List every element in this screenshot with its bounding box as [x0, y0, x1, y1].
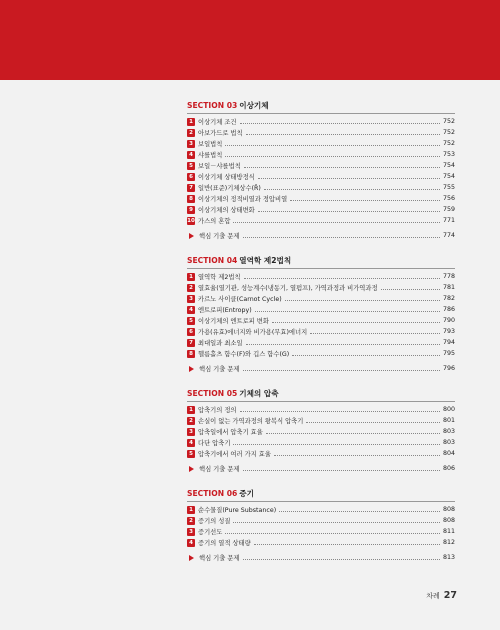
dot-leader	[243, 370, 440, 371]
toc-entry[interactable]	[187, 293, 455, 304]
section-number: SECTION 06	[187, 489, 238, 498]
dot-leader	[240, 123, 440, 124]
section-title	[187, 387, 455, 402]
entry-title: 순수물질(Pure Substance)	[198, 507, 277, 514]
entry-title: 압축기에서 여러 가지 효율	[198, 451, 271, 458]
entry-title: 샤를법칙	[198, 152, 223, 159]
entry-number-badge: 3	[187, 295, 195, 303]
top-red-band	[0, 0, 500, 80]
entry-title: 이상기체의 정적비열과 정압비열	[198, 196, 288, 203]
toc-entry[interactable]	[187, 448, 455, 459]
entry-number-badge: 6	[187, 173, 195, 181]
table-of-contents	[187, 99, 455, 576]
toc-entry[interactable]	[187, 537, 455, 548]
entry-number-badge: 3	[187, 528, 195, 536]
core-questions-entry[interactable]	[187, 363, 455, 374]
entry-page-number: 752	[442, 129, 455, 136]
entry-page-number: 782	[442, 295, 455, 302]
toc-section	[187, 487, 455, 563]
dot-leader	[240, 411, 440, 412]
section-name: 기체의 압축	[239, 389, 279, 398]
entry-page-number: 812	[442, 539, 455, 546]
entry-title: 다단 압축기	[198, 440, 231, 447]
entry-page-number: 793	[442, 328, 455, 335]
section-number: SECTION 05	[187, 389, 238, 398]
toc-entry[interactable]	[187, 215, 455, 226]
toc-entry[interactable]	[187, 526, 455, 537]
toc-entry[interactable]	[187, 171, 455, 182]
section-title	[187, 487, 455, 502]
entry-number-badge: 4	[187, 539, 195, 547]
toc-entry[interactable]	[187, 271, 455, 282]
entry-page-number: 759	[442, 206, 455, 213]
entry-page-number: 811	[442, 528, 455, 535]
entry-title: 아보가드로 법칙	[198, 130, 243, 137]
section-number: SECTION 04	[187, 256, 238, 265]
toc-entry[interactable]	[187, 437, 455, 448]
toc-entry[interactable]	[187, 282, 455, 293]
entry-page-number: 804	[442, 450, 455, 457]
entry-title: 보일법칙	[198, 141, 223, 148]
section-number: SECTION 03	[187, 101, 238, 110]
entry-number-badge: 2	[187, 417, 195, 425]
entry-number-badge: 1	[187, 506, 195, 514]
entry-number-badge: 4	[187, 151, 195, 159]
entry-page-number: 752	[442, 140, 455, 147]
entry-page-number: 754	[442, 162, 455, 169]
core-questions-page-number: 813	[442, 554, 455, 561]
dot-leader	[246, 344, 440, 345]
entry-page-number: 771	[442, 217, 455, 224]
entry-number-badge: 4	[187, 306, 195, 314]
dot-leader	[264, 189, 440, 190]
entry-page-number: 755	[442, 184, 455, 191]
entry-page-number: 808	[442, 517, 455, 524]
core-questions-title: 핵심 기출 문제	[199, 233, 240, 240]
toc-entry[interactable]	[187, 348, 455, 359]
dot-leader	[258, 211, 440, 212]
entry-title: 최대일과 최소일	[198, 340, 243, 347]
core-questions-entry[interactable]	[187, 230, 455, 241]
toc-entry[interactable]	[187, 315, 455, 326]
entry-number-badge: 9	[187, 206, 195, 214]
dot-leader	[225, 533, 440, 534]
entry-title: 엔트로피(Entropy)	[198, 307, 252, 314]
entry-number-badge: 3	[187, 428, 195, 436]
dot-leader	[290, 200, 440, 201]
dot-leader	[225, 145, 440, 146]
toc-entry[interactable]	[187, 138, 455, 149]
entry-number-badge: 4	[187, 439, 195, 447]
dot-leader	[381, 289, 440, 290]
entry-title: 가용(유효)에너지와 비가용(무효)에너지	[198, 329, 308, 336]
toc-entry[interactable]	[187, 193, 455, 204]
entry-page-number: 794	[442, 339, 455, 346]
core-questions-entry[interactable]	[187, 463, 455, 474]
toc-entry[interactable]	[187, 504, 455, 515]
entry-number-badge: 5	[187, 317, 195, 325]
dot-leader	[233, 522, 440, 523]
entry-number-badge: 1	[187, 273, 195, 281]
dot-leader	[258, 178, 440, 179]
entry-page-number: 808	[442, 506, 455, 513]
entry-number-badge: 1	[187, 406, 195, 414]
dot-leader	[246, 134, 440, 135]
dot-leader	[243, 559, 440, 560]
entry-number-badge: 7	[187, 339, 195, 347]
entry-title: 손실이 없는 가역과정의 왕복식 압축기	[198, 418, 304, 425]
footer-page-number: 27	[443, 590, 457, 601]
entry-number-badge: 8	[187, 195, 195, 203]
entry-page-number: 752	[442, 118, 455, 125]
entry-page-number: 803	[442, 439, 455, 446]
section-title	[187, 99, 455, 114]
toc-section	[187, 99, 455, 241]
entry-title: 증기선도	[198, 529, 223, 536]
entry-page-number: 756	[442, 195, 455, 202]
entry-number-badge: 3	[187, 140, 195, 148]
toc-entry[interactable]	[187, 149, 455, 160]
dot-leader	[274, 455, 440, 456]
toc-entry[interactable]	[187, 304, 455, 315]
entry-title: 증기의 성질	[198, 518, 231, 525]
core-questions-page-number: 796	[442, 365, 455, 372]
entry-number-badge: 2	[187, 517, 195, 525]
dot-leader	[285, 300, 440, 301]
entry-title: 카르노 사이클(Carnot Cycle)	[198, 296, 282, 303]
dot-leader	[266, 433, 440, 434]
dot-leader	[244, 167, 440, 168]
entry-title: 가스의 혼합	[198, 218, 231, 225]
entry-title: 보일－샤를법칙	[198, 163, 241, 170]
entry-title: 일반(표준)기체상수(R̄)	[198, 185, 261, 192]
entry-title: 이상기체의 상태변화	[198, 207, 255, 214]
entry-number-badge: 2	[187, 129, 195, 137]
entry-page-number: 795	[442, 350, 455, 357]
toc-section	[187, 254, 455, 374]
page-footer	[426, 590, 457, 601]
toc-entry[interactable]	[187, 415, 455, 426]
entry-number-badge: 7	[187, 184, 195, 192]
entry-page-number: 781	[442, 284, 455, 291]
triangle-arrow-icon	[189, 366, 194, 372]
entry-page-number: 801	[442, 417, 455, 424]
dot-leader	[244, 278, 440, 279]
toc-entry[interactable]	[187, 337, 455, 348]
dot-leader	[310, 333, 440, 334]
dot-leader	[243, 470, 440, 471]
section-name: 증기	[239, 489, 254, 498]
entry-page-number: 753	[442, 151, 455, 158]
entry-title: 헬름홀츠 함수(F)와 깁스 함수(G)	[198, 351, 290, 358]
toc-section	[187, 387, 455, 474]
toc-entry[interactable]	[187, 160, 455, 171]
core-questions-page-number: 806	[442, 465, 455, 472]
toc-entry[interactable]	[187, 326, 455, 337]
entry-page-number: 790	[442, 317, 455, 324]
section-title	[187, 254, 455, 269]
entry-number-badge: 5	[187, 162, 195, 170]
core-questions-title: 핵심 기출 문제	[199, 466, 240, 473]
entry-title: 압축기의 정의	[198, 407, 237, 414]
entry-page-number: 786	[442, 306, 455, 313]
entry-page-number: 800	[442, 406, 455, 413]
entry-page-number: 803	[442, 428, 455, 435]
entry-title: 이상기체 상태방정식	[198, 174, 255, 181]
dot-leader	[225, 156, 440, 157]
entry-number-badge: 8	[187, 350, 195, 358]
entry-title: 열효율(열기관, 성능계수(냉동기, 열펌프), 가역과정과 비가역과정	[198, 285, 378, 292]
entry-page-number: 754	[442, 173, 455, 180]
entry-title: 증기의 열적 상태량	[198, 540, 251, 547]
dot-leader	[306, 422, 440, 423]
entry-title: 이상기체의 엔트로피 변화	[198, 318, 269, 325]
entry-number-badge: 2	[187, 284, 195, 292]
triangle-arrow-icon	[189, 233, 194, 239]
triangle-arrow-icon	[189, 555, 194, 561]
section-name: 이상기체	[239, 101, 269, 110]
core-questions-title: 핵심 기출 문제	[199, 555, 240, 562]
entry-title: 열역학 제2법칙	[198, 274, 241, 281]
entry-title: 압축일에서 압축기 효율	[198, 429, 263, 436]
toc-entry[interactable]	[187, 426, 455, 437]
entry-number-badge: 10	[187, 217, 195, 224]
entry-number-badge: 1	[187, 118, 195, 126]
core-questions-title: 핵심 기출 문제	[199, 366, 240, 373]
section-name: 열역학 제2법칙	[239, 256, 292, 265]
entry-number-badge: 5	[187, 450, 195, 458]
toc-entry[interactable]	[187, 204, 455, 215]
core-questions-entry[interactable]	[187, 552, 455, 563]
toc-entry[interactable]	[187, 404, 455, 415]
dot-leader	[233, 222, 440, 223]
entry-page-number: 778	[442, 273, 455, 280]
dot-leader	[233, 444, 440, 445]
triangle-arrow-icon	[189, 466, 194, 472]
entry-number-badge: 6	[187, 328, 195, 336]
dot-leader	[272, 322, 440, 323]
dot-leader	[255, 311, 440, 312]
dot-leader	[243, 237, 440, 238]
dot-leader	[292, 355, 440, 356]
toc-entry[interactable]	[187, 182, 455, 193]
toc-entry[interactable]	[187, 127, 455, 138]
core-questions-page-number: 774	[442, 232, 455, 239]
dot-leader	[279, 511, 440, 512]
toc-entry[interactable]	[187, 116, 455, 127]
dot-leader	[254, 544, 440, 545]
footer-label: 차례	[426, 592, 440, 600]
toc-entry[interactable]	[187, 515, 455, 526]
entry-title: 이상기체 조건	[198, 119, 237, 126]
